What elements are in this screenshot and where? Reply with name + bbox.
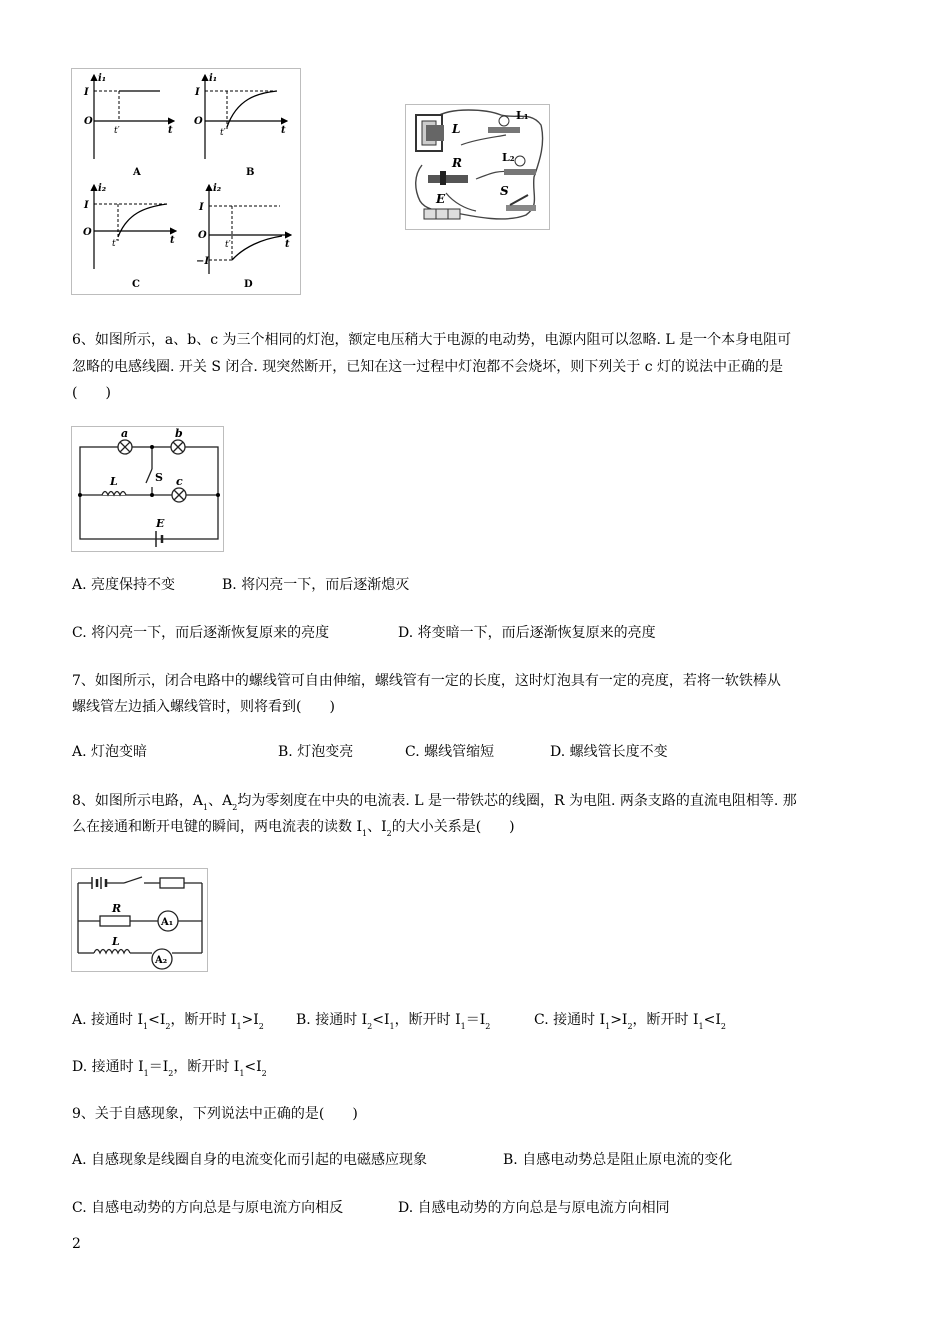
graph-a-ylabel: i₁ <box>98 73 107 84</box>
q6-circuit-label-c: c <box>176 475 183 488</box>
q7-line-1: 7、如图所示，闭合电路中的螺线管可自由伸缩，螺线管有一定的长度，这时灯泡具有一定的亮度，若将一软铁棒从 <box>72 673 781 689</box>
graph-c-tmark: t′ <box>112 239 118 249</box>
graph-a-origin: O <box>84 116 93 127</box>
graph-c-origin: O <box>83 227 92 238</box>
q6-option-d: D. 将变暗一下，而后逐渐恢复原来的亮度 <box>398 625 656 641</box>
apparatus-svg <box>406 105 549 229</box>
q8-opt-d-text-3: ，断开时 I <box>173 1059 240 1075</box>
q8-opt-b-sub-1: 2 <box>367 1022 373 1031</box>
q6-circuit-svg <box>72 427 223 551</box>
q7-option-b: B. 灯泡变亮 <box>278 744 354 760</box>
q8-opt-c-sub-3: 1 <box>698 1022 704 1031</box>
q8-opt-a-sub-1: 1 <box>143 1022 149 1031</box>
apparatus-label-R: R <box>452 156 462 170</box>
q6-circuit-label-a: a <box>121 427 129 440</box>
q8-line2-sub-2: 2 <box>386 829 392 838</box>
q8-opt-b-sub-2: 1 <box>389 1022 395 1031</box>
q8-line1-text-c: 均为零刻度在中央的电流表. L 是一带铁芯的线圈，R 为电阻. 两条支路的直流电阻相等. 那 <box>237 793 797 809</box>
q9-option-c: C. 自感电动势的方向总是与原电流方向相反 <box>72 1200 344 1216</box>
q8-circuit-label-A1: A₁ <box>161 917 174 928</box>
q8-opt-b-text-1: B. 接通时 I <box>296 1012 368 1028</box>
q9-option-b: B. 自感电动势总是阻止原电流的变化 <box>503 1152 733 1168</box>
graph-a-letter: A <box>133 167 141 178</box>
q8-line2-text-c: 的大小关系是( ) <box>391 819 515 835</box>
q8-opt-d-sub-3: 1 <box>239 1069 245 1078</box>
graph-b-ylabel: i₁ <box>209 73 218 84</box>
q8-opt-c-sub-4: 2 <box>720 1022 726 1031</box>
q8-opt-a-text-3: ，断开时 I <box>170 1012 237 1028</box>
graph-panel-d <box>196 183 291 290</box>
q6-line-3: ( ) <box>72 385 111 401</box>
graph-a-tmark: t′ <box>114 126 120 136</box>
q6-circuit-label-E: E <box>156 517 165 530</box>
graph-panel-c <box>83 183 176 290</box>
q8-opt-c-text-4: <I <box>703 1012 721 1028</box>
q8-opt-d-sub-4: 2 <box>261 1069 267 1078</box>
q8-option-b <box>296 1008 490 1039</box>
q7-option-d: D. 螺线管长度不变 <box>550 744 668 760</box>
graph-d-origin: O <box>198 230 207 241</box>
graph-c-level: I <box>84 200 89 211</box>
q8-option-c <box>534 1008 726 1039</box>
q8-opt-c-text-2: >I <box>610 1012 628 1028</box>
q8-opt-a-sub-2: 2 <box>165 1022 171 1031</box>
q7-option-a: A. 灯泡变暗 <box>72 744 148 760</box>
q7-option-c: C. 螺线管缩短 <box>405 744 495 760</box>
q6-line-2: 忽略的电感线圈. 开关 S 闭合. 现突然断开，已知在这一过程中灯泡都不会烧坏，则下列关于 c 灯的说法中正确的是 <box>72 359 784 375</box>
apparatus-label-L1: L₁ <box>516 109 529 122</box>
q8-opt-b-text-4: ＝I <box>465 1012 486 1028</box>
q8-opt-c-sub-1: 1 <box>605 1022 611 1031</box>
q8-opt-c-text-1: C. 接通时 I <box>534 1012 606 1028</box>
q7-line-2: 螺线管左边插入螺线管时，则将看到( ) <box>72 699 335 715</box>
q8-opt-a-text-1: A. 接通时 I <box>72 1012 143 1028</box>
graph-c-letter: C <box>132 279 140 290</box>
apparatus-label-L2: L₂ <box>502 151 515 164</box>
graph-b-letter: B <box>246 167 255 178</box>
graph-b-tmark: t′ <box>220 128 226 138</box>
graph-d-level: I <box>199 202 204 213</box>
q8-line1-sub-1: 1 <box>203 803 209 812</box>
q8-opt-a-text-2: <I <box>148 1012 166 1028</box>
q8-opt-a-sub-4: 2 <box>258 1022 264 1031</box>
q6-circuit-figure <box>71 426 224 552</box>
q8-opt-a-text-4: >I <box>241 1012 259 1028</box>
q8-opt-b-sub-3: 1 <box>460 1022 466 1031</box>
graph-c-taxis: t <box>170 235 175 246</box>
q8-circuit-label-L: L <box>112 935 120 948</box>
q6-circuit-label-b: b <box>175 427 183 440</box>
q8-line1-text-a: 8、如图所示电路，A <box>72 793 204 809</box>
graph-panel-b <box>194 73 287 178</box>
graph-a-taxis: t <box>168 125 173 136</box>
current-time-graphs-figure <box>71 68 301 295</box>
q8-option-d <box>72 1055 267 1086</box>
q8-opt-d-sub-1: 1 <box>143 1069 149 1078</box>
q8-circuit-figure <box>71 868 208 972</box>
q6-circuit-label-L: L <box>110 475 118 488</box>
q8-option-a <box>72 1008 264 1039</box>
q8-circuit-label-A2: A₂ <box>155 955 168 966</box>
q6-circuit-label-S: S <box>155 471 163 484</box>
graph-d-taxis: t <box>285 239 290 250</box>
q6-line-1: 6、如图所示，a、b、c 为三个相同的灯泡，额定电压稍大于电源的电动势，电源内阻可以忽略. L 是一个本身电阻可 <box>72 332 792 348</box>
q6-option-a: A. 亮度保持不变 <box>72 577 176 593</box>
q6-option-b: B. 将闪亮一下，而后逐渐熄灭 <box>222 577 410 593</box>
q8-opt-b-text-2: <I <box>372 1012 390 1028</box>
q9-option-a: A. 自感现象是线圈自身的电流变化而引起的电磁感应现象 <box>72 1152 428 1168</box>
graph-b-origin: O <box>194 116 203 127</box>
graph-c-ylabel: i₂ <box>98 183 107 194</box>
q8-opt-a-sub-3: 1 <box>236 1022 242 1031</box>
apparatus-label-L: L <box>452 122 461 136</box>
q8-circuit-label-R: R <box>112 902 122 915</box>
q8-opt-b-sub-4: 2 <box>485 1022 491 1031</box>
q8-opt-d-text-1: D. 接通时 I <box>72 1059 144 1075</box>
apparatus-label-E: E <box>436 192 446 206</box>
q8-line1-text-b: 、A <box>208 793 233 809</box>
q9-line-1: 9、关于自感现象，下列说法中正确的是( ) <box>72 1106 358 1122</box>
apparatus-figure <box>405 104 550 230</box>
q8-line2-text-b: 、I <box>367 819 387 835</box>
q8-circuit-svg <box>72 869 207 971</box>
q6-option-c: C. 将闪亮一下，而后逐渐恢复原来的亮度 <box>72 625 330 641</box>
q8-opt-b-text-3: ，断开时 I <box>394 1012 461 1028</box>
graph-d-letter: D <box>244 279 253 290</box>
q8-opt-c-sub-2: 2 <box>627 1022 633 1031</box>
q8-line2-sub-1: 1 <box>361 829 368 838</box>
apparatus-label-S: S <box>500 184 509 198</box>
q8-opt-c-text-3: ，断开时 I <box>632 1012 699 1028</box>
graph-d-neglevel: −I <box>196 256 210 267</box>
graph-panel-a <box>83 73 174 178</box>
graph-b-taxis: t <box>281 125 286 136</box>
graph-d-tmark: t′ <box>225 240 231 250</box>
graph-d-ylabel: i₂ <box>213 183 222 194</box>
graph-b-level: I <box>195 87 200 98</box>
q8-line-2 <box>72 814 515 847</box>
q8-line2-text-a: 么在接通和断开电键的瞬间，两电流表的读数 I <box>72 819 362 835</box>
graphs-svg <box>72 69 300 294</box>
graph-a-level: I <box>84 87 89 98</box>
q8-opt-d-sub-2: 2 <box>168 1069 174 1078</box>
q8-opt-d-text-4: <I <box>244 1059 262 1075</box>
q9-option-d: D. 自感电动势的方向总是与原电流方向相同 <box>398 1200 670 1216</box>
page-number: 2 <box>72 1236 81 1252</box>
q8-line1-sub-2: 2 <box>232 803 238 812</box>
q8-opt-d-text-2: ＝I <box>148 1059 169 1075</box>
